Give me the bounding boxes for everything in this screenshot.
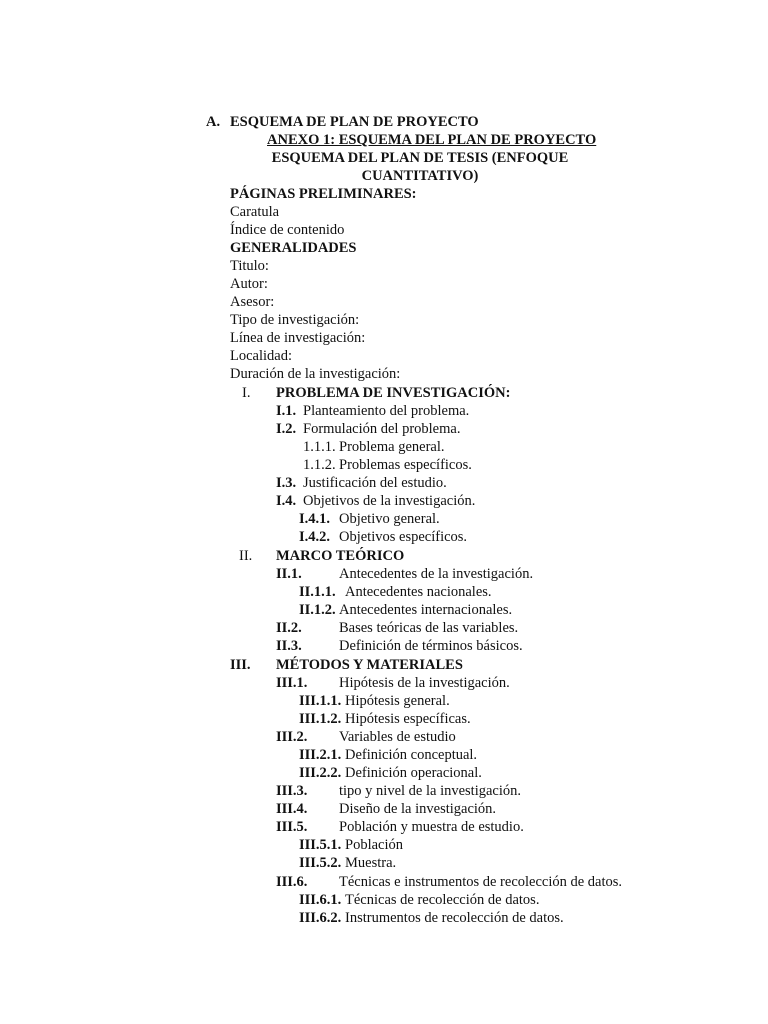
generalidades-item: Asesor: <box>230 294 275 310</box>
subsection-text: Hipótesis de la investigación. <box>339 675 510 691</box>
subsection-number: III.2.2. <box>299 765 342 781</box>
subsection-number: II.2. <box>276 620 302 636</box>
subsection-text: Instrumentos de recolección de datos. <box>345 910 564 926</box>
subsection-text: Antecedentes de la investigación. <box>339 566 534 582</box>
generalidades-item: Tipo de investigación: <box>230 312 360 328</box>
subsection-number: III.2. <box>276 729 308 745</box>
subsection-number: III.2.1. <box>299 747 342 763</box>
subsection-text: Antecedentes nacionales. <box>345 584 492 600</box>
subsection-text: Bases teóricas de las variables. <box>339 620 519 636</box>
subsection-number: II.1.2. <box>299 602 336 618</box>
subsection-text: Definición de términos básicos. <box>339 638 523 654</box>
preliminares-item: Caratula <box>230 204 280 220</box>
subsection-text: Problemas específicos. <box>339 457 472 473</box>
section-number: II. <box>239 548 253 564</box>
subsection-number: I.4.1. <box>299 511 331 527</box>
subsection-number: II.3. <box>276 638 302 654</box>
annex-title: ANEXO 1: ESQUEMA DEL PLAN DE PROYECTO <box>267 132 597 148</box>
subsection-number: III.5.2. <box>299 855 342 871</box>
subsection-number: III.5.1. <box>299 837 342 853</box>
section-number: I. <box>242 385 251 401</box>
subsection-text: Definición conceptual. <box>345 747 478 763</box>
section-number: III. <box>230 657 251 673</box>
subsection-number: III.4. <box>276 801 308 817</box>
subsection-text: Variables de estudio <box>339 729 456 745</box>
subsection-text: Definición operacional. <box>345 765 482 781</box>
subsection-text: Justificación del estudio. <box>303 475 447 491</box>
subsection-number: I.2. <box>276 421 297 437</box>
subsection-text: Problema general. <box>339 439 445 455</box>
subsection-number: III.5. <box>276 819 308 835</box>
subsection-number: 1.1.1. <box>303 439 336 455</box>
subsection-number: III.1. <box>276 675 308 691</box>
thesis-title-line1: ESQUEMA DEL PLAN DE TESIS (ENFOQUE <box>271 150 569 166</box>
subsection-number: III.1.1. <box>299 693 342 709</box>
subsection-number: III.1.2. <box>299 711 342 727</box>
subsection-number: I.1. <box>276 403 297 419</box>
subsection-text: Hipótesis general. <box>345 693 450 709</box>
subsection-number: III.3. <box>276 783 308 799</box>
subsection-number: III.6. <box>276 874 308 890</box>
subsection-number: I.3. <box>276 475 297 491</box>
preliminares-item: Índice de contenido <box>230 222 345 238</box>
heading-letter: A. <box>206 114 221 130</box>
subsection-text: Hipótesis específicas. <box>345 711 471 727</box>
subsection-number: III.6.2. <box>299 910 342 926</box>
subsection-text: Técnicas e instrumentos de recolección de datos. <box>339 874 623 890</box>
thesis-title-line2: CUANTITATIVO) <box>361 168 479 184</box>
subsection-text: Población <box>345 837 403 853</box>
subsection-number: I.4.2. <box>299 529 331 545</box>
subsection-text: Técnicas de recolección de datos. <box>345 892 540 908</box>
generalidades-item: Titulo: <box>230 258 269 274</box>
subsection-text: Antecedentes internacionales. <box>339 602 513 618</box>
generalidades-heading: GENERALIDADES <box>230 240 357 256</box>
subsection-text: Muestra. <box>345 855 397 871</box>
section-title: PROBLEMA DE INVESTIGACIÓN: <box>276 385 511 401</box>
subsection-text: Formulación del problema. <box>303 421 461 437</box>
page-heading: ESQUEMA DE PLAN DE PROYECTO <box>230 114 479 130</box>
generalidades-item: Línea de investigación: <box>230 330 366 346</box>
preliminares-heading: PÁGINAS PRELIMINARES: <box>230 186 417 202</box>
section-title: MÉTODOS Y MATERIALES <box>276 657 463 673</box>
subsection-text: tipo y nivel de la investigación. <box>339 783 522 799</box>
subsection-text: Población y muestra de estudio. <box>339 819 524 835</box>
generalidades-item: Localidad: <box>230 348 293 364</box>
subsection-text: Objetivos de la investigación. <box>303 493 476 509</box>
subsection-text: Planteamiento del problema. <box>303 403 470 419</box>
subsection-text: Objetivo general. <box>339 511 440 527</box>
subsection-number: I.4. <box>276 493 297 509</box>
section-title: MARCO TEÓRICO <box>276 548 405 564</box>
subsection-number: III.6.1. <box>299 892 342 908</box>
subsection-number: 1.1.2. <box>303 457 336 473</box>
generalidades-item: Autor: <box>230 276 268 292</box>
subsection-number: II.1.1. <box>299 584 336 600</box>
subsection-text: Diseño de la investigación. <box>339 801 497 817</box>
generalidades-item: Duración de la investigación: <box>230 366 401 382</box>
subsection-number: II.1. <box>276 566 302 582</box>
subsection-text: Objetivos específicos. <box>339 529 468 545</box>
